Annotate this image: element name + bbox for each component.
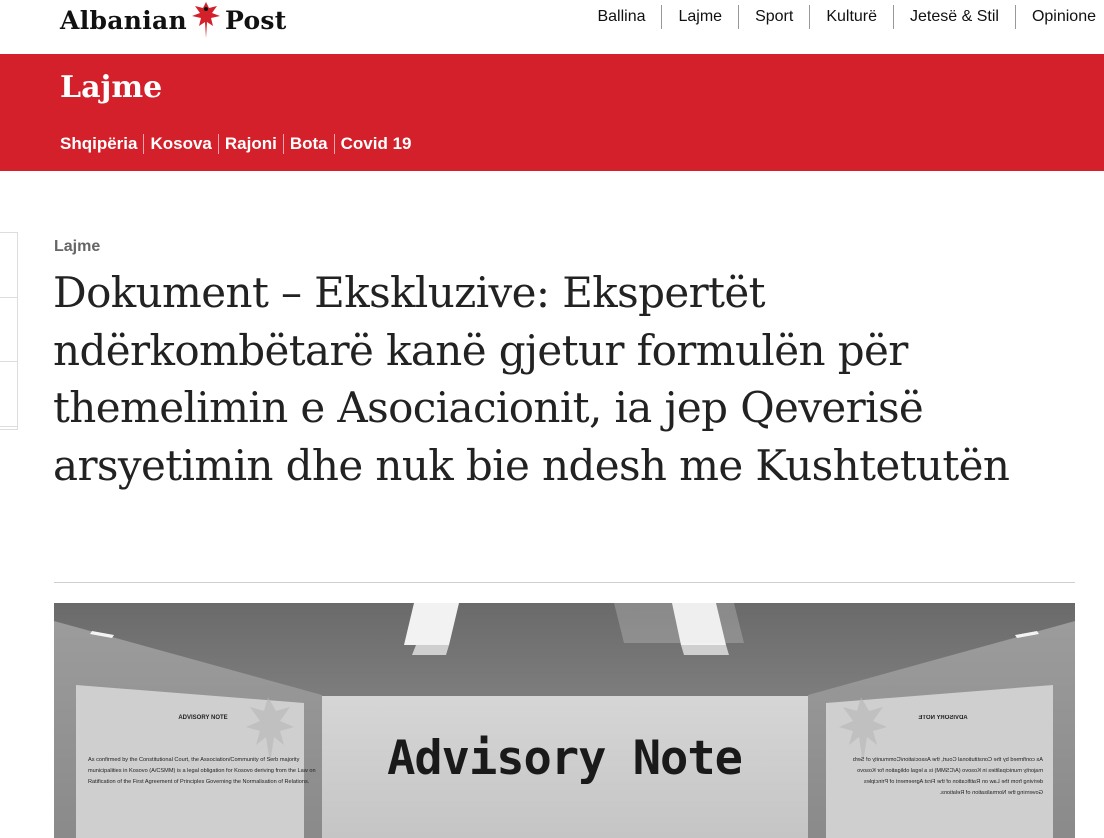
- hero-title: Advisory Note: [387, 731, 742, 786]
- eagle-logo-icon: [191, 0, 221, 40]
- nav-item-kulture[interactable]: Kulturë: [809, 5, 893, 29]
- nav-item-ballina[interactable]: Ballina: [597, 8, 646, 25]
- divider: [54, 582, 1075, 583]
- subnav-item-rajoni[interactable]: Rajoni: [218, 134, 283, 154]
- panel-body: As confirmed by the Constitutional Court, the Association/Community of Serb majority municipalities in Kosovo (A/CSMM) is a legal obligation for Kosovo deriving from the Law on Ratification of the First Agreement of Principles Governing the Normalisation of Relations.: [852, 757, 1043, 796]
- nav-item-opinione[interactable]: Opinione: [1015, 5, 1104, 29]
- panel-heading: ADVISORY NOTE: [918, 715, 968, 721]
- site-logo[interactable]: [60, 0, 287, 40]
- panel-heading: ADVISORY NOTE: [178, 715, 228, 721]
- subnav-item-bota[interactable]: Bota: [283, 134, 334, 154]
- article-category[interactable]: Lajme: [54, 238, 101, 255]
- site-header: [0, 0, 1104, 54]
- main-nav: [581, 4, 1104, 30]
- logo-text-right: Post: [225, 5, 287, 35]
- subnav-item-kosova[interactable]: Kosova: [143, 134, 217, 154]
- panel-body: As confirmed by the Constitutional Court, the Association/Community of Serb majority municipalities in Kosovo (A/CSMM) is a legal obligation for Kosovo deriving from the Law on Ratification of the First Agreement of Principles Governing the Normalisation of Relations.: [88, 757, 316, 785]
- nav-item-sport[interactable]: Sport: [738, 5, 809, 29]
- share-sidebar: [0, 232, 18, 430]
- share-button[interactable]: [0, 362, 17, 427]
- share-button[interactable]: [0, 298, 17, 363]
- logo-text-left: Albanian: [60, 5, 188, 35]
- nav-item-jetese-stil[interactable]: Jetesë & Stil: [893, 5, 1015, 29]
- article-headline: Dokument – Ekskluzive: Ekspertët ndërkombëtarë kanë gjetur formulën për themelimin e Asociacionit, ia jep Qeverisë arsyetimin dhe nuk bie ndesh me Kushtetutën: [53, 268, 1010, 490]
- share-button[interactable]: [0, 233, 17, 298]
- section-title[interactable]: Lajme: [60, 70, 163, 105]
- nav-item-lajme[interactable]: Lajme: [661, 5, 738, 29]
- section-banner: [0, 54, 1104, 171]
- subnav-item-covid[interactable]: Covid 19: [334, 134, 418, 154]
- subnav-item-shqiperia[interactable]: Shqipëria: [60, 134, 138, 153]
- section-subnav: [60, 134, 417, 154]
- hero-image: [54, 603, 1075, 838]
